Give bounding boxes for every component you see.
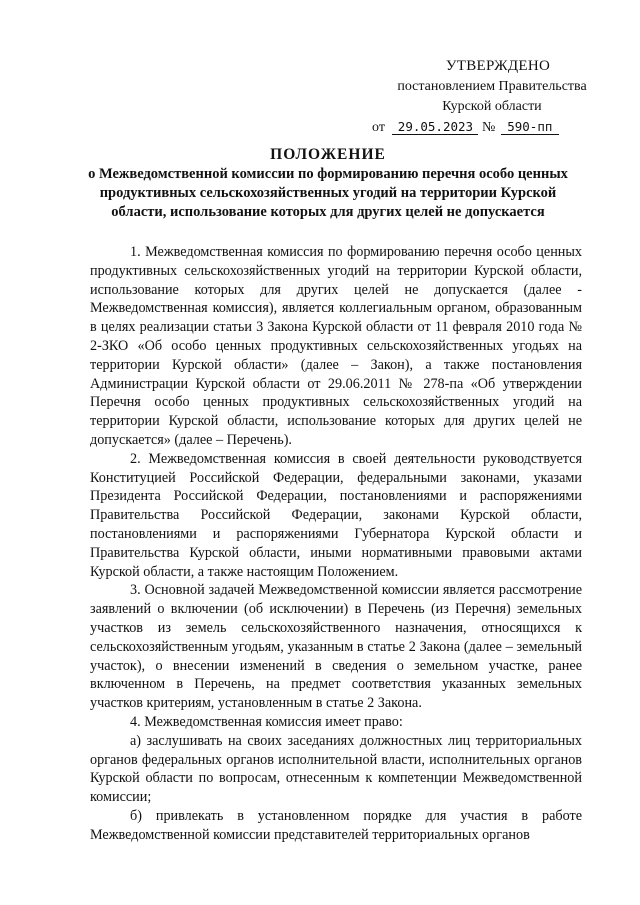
approval-date-line (372, 118, 612, 139)
number-prefix: № (481, 119, 496, 135)
paragraph-4a: а) заслушивать на своих заседаниях должностных лиц территориальных органов федеральных органов исполнительной власти, исполнительных органов Курской области по вопросам, отнесенным к компетенции Межведомственной комиссии; (90, 732, 582, 806)
approval-number: 590-пп (501, 119, 559, 135)
approval-line-1: постановлением Правительства (397, 78, 587, 94)
paragraph-4: 4. Межведомственная комиссия имеет право: (130, 713, 403, 730)
approval-date: 29.05.2023 (392, 119, 478, 135)
paragraph-2: 2. Межведомственная комиссия в своей деятельности руководствуется Конституцией Российской Федерации, федеральными законами, указами Президента Российской Федерации, постановлениями и распоряжениями Правительства Российской Федерации, законами Курской области, постановлениями и распоряжениями Губернатора Курской области и Правительства Курской области, иными нормативными правовыми актами Курской области, а также настоящим Положением. (90, 450, 582, 580)
paragraph-1: 1. Межведомственная комиссия по формированию перечня особо ценных продуктивных сельскохозяйственных угодий на территории Курской области, использование которых для других целей не допускается (далее - Межведомственная комиссия), является коллегиальным органом, образованным в целях реализации статьи 3 Закона Курской области от 11 февраля 2010 года № 2-ЗКО «Об особо ценных продуктивных сельскохозяйственных угодьях на территории Курской области» (далее – Закон), а также постановления Администрации Курской области от 29.06.2011 № 278-па «Об утверждении Перечня особо ценных продуктивных сельскохозяйственных угодий на территории Курской области, использование которых для других целей не допускается» (далее – Перечень). (90, 244, 582, 448)
paragraph-3: 3. Основной задачей Межведомственной комиссии является рассмотрение заявлений о включении (об исключении) в Перечень (из Перечня) земельных участков из земель сельскохозяйственного назначения, относящихся к сельскохозяйственным угодьям, указанным в статье 2 Закона (далее – земельный участок), о внесении изменений в сведения о земельном участке, ранее включенном в Перечень, на предмет соответствия указанных земельных участков критериям, установленным в статье 2 Закона. (90, 582, 582, 712)
approval-stamp (372, 56, 612, 138)
approval-line-2: Курской области (442, 99, 542, 114)
title-subtitle: о Межведомственной комиссии по формированию перечня особо ценных продуктивных сельскохозяйственных угодий на территории Курской области, использование которых для других целей не допускается (88, 166, 568, 220)
paragraph-4b: б) привлекать в установленном порядке для участия в работе Межведомственной комиссии представителей территориальных органов (90, 807, 582, 843)
title-main: ПОЛОЖЕНИЕ (270, 146, 386, 163)
date-prefix: от (372, 119, 385, 135)
approval-heading: УТВЕРЖДЕНО (445, 58, 551, 74)
document-title (72, 145, 584, 222)
document-body (90, 243, 582, 845)
